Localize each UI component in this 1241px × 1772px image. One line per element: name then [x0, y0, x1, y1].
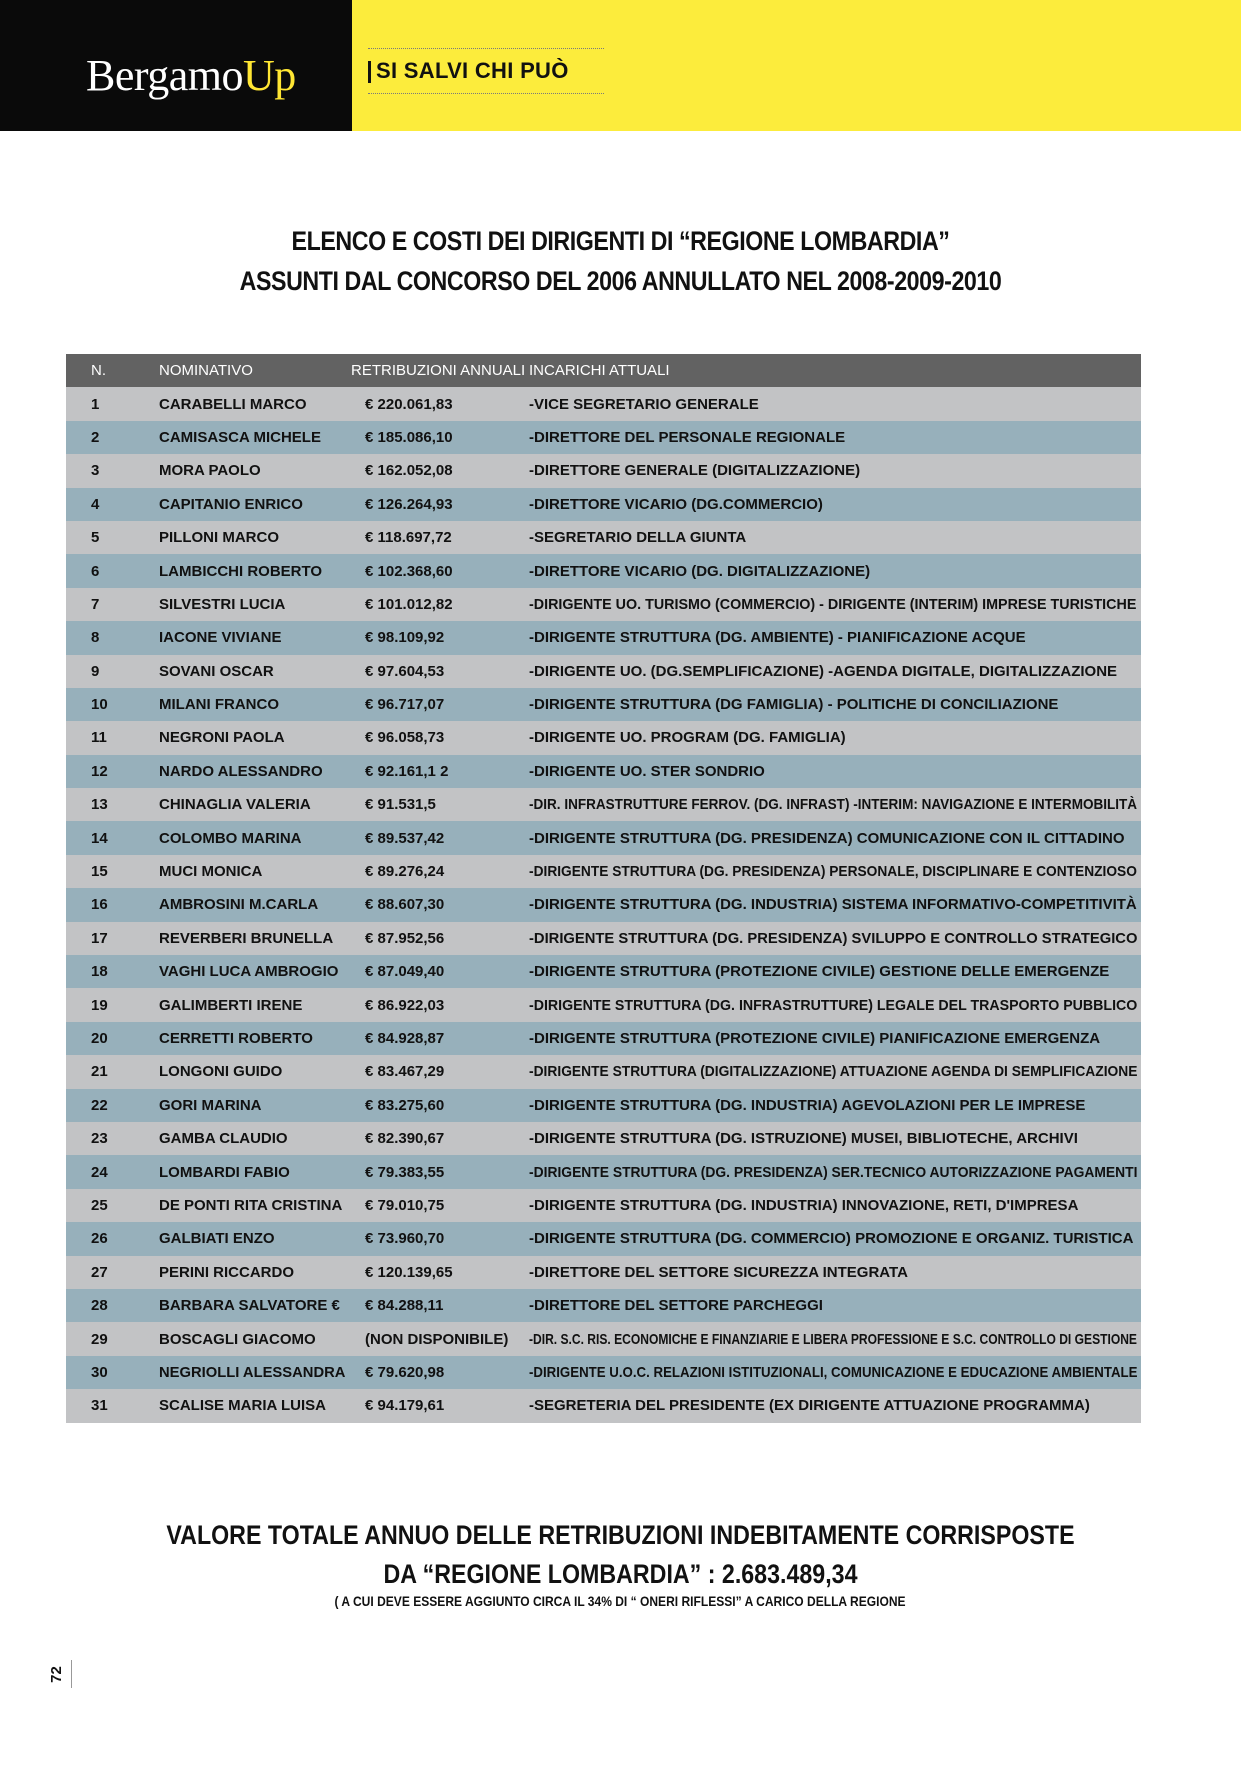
cell-role-text: -DIRIGENTE STRUTTURA (DIGITALIZZAZIONE) ATTUAZIONE AGENDA DI SEMPLIFICAZIONE	[529, 1063, 1138, 1081]
cell-number	[66, 1322, 159, 1355]
cell-number	[66, 1289, 159, 1322]
cell-salary-text: € 87.049,40	[365, 963, 445, 981]
cell-role-text: -DIRETTORE DEL SETTORE PARCHEGGI	[529, 1297, 823, 1315]
cell-role	[527, 721, 1141, 754]
cell-salary-text: € 96.717,07	[365, 696, 445, 714]
cell-role	[527, 1055, 1141, 1088]
cell-role	[527, 488, 1141, 521]
table-row	[66, 488, 1141, 521]
cell-name	[159, 1122, 351, 1155]
cell-number	[66, 1155, 159, 1188]
cell-role	[527, 922, 1141, 955]
cell-salary	[351, 688, 527, 721]
cell-name	[159, 1155, 351, 1188]
cell-salary-text: € 97.604,53	[365, 662, 445, 680]
cell-name	[159, 888, 351, 921]
cell-name	[159, 1055, 351, 1088]
table-row	[66, 387, 1141, 420]
cell-salary-text: € 84.288,11	[365, 1297, 444, 1315]
cell-salary-text: € 162.052,08	[365, 462, 453, 480]
table-row	[66, 1122, 1141, 1155]
cell-role	[527, 755, 1141, 788]
cell-role	[527, 955, 1141, 988]
cell-name	[159, 387, 351, 420]
cell-name-text: CAMISASCA MICHELE	[159, 428, 321, 446]
cell-name	[159, 521, 351, 554]
total-line1: VALORE TOTALE ANNUO DELLE RETRIBUZIONI INDEBITAMENTE CORRISPOSTE	[166, 1520, 1075, 1550]
cell-salary	[351, 988, 527, 1021]
cell-salary-text: € 84.928,87	[365, 1030, 445, 1047]
cell-salary-text: € 88.607,30	[365, 896, 445, 914]
cell-number	[66, 1089, 159, 1122]
cell-salary-text: € 185.086,10	[365, 428, 453, 446]
cell-role-text: -DIRETTORE VICARIO (DG. DIGITALIZZAZIONE)	[529, 562, 871, 580]
cell-salary	[351, 721, 527, 754]
column-header-salary: RETRIBUZIONI ANNUALI	[351, 354, 527, 387]
cell-role-text: -DIRIGENTE UO. TURISMO (COMMERCIO) - DIRIGENTE (INTERIM) IMPRESE TURISTICHE	[529, 595, 1137, 613]
cell-role-text: -DIRIGENTE U.O.C. RELAZIONI ISTITUZIONALI, COMUNICAZIONE E EDUCAZIONE AMBIENTALE	[529, 1363, 1138, 1381]
cell-number	[66, 454, 159, 487]
cell-role	[527, 1022, 1141, 1055]
cell-name	[159, 1389, 351, 1422]
cell-salary	[351, 588, 527, 621]
cell-role-text: -DIRIGENTE STRUTTURA (DG. INDUSTRIA) INNOVAZIONE, RETI, D'IMPRESA	[529, 1196, 1079, 1214]
section-tag-bar	[368, 61, 371, 83]
cell-role-text: -DIRIGENTE STRUTTURA (PROTEZIONE CIVILE) GESTIONE DELLE EMERGENZE	[529, 963, 1110, 981]
cell-salary-text: € 89.537,42	[365, 829, 445, 847]
column-header-number: N.	[66, 354, 159, 387]
cell-name-text: PILLONI MARCO	[159, 529, 279, 547]
cell-role	[527, 1122, 1141, 1155]
cell-role-text: -DIRIGENTE STRUTTURA (DG. INDUSTRIA) SISTEMA INFORMATIVO-COMPETITIVITÀ	[529, 896, 1137, 914]
cell-name	[159, 588, 351, 621]
cell-name	[159, 1356, 351, 1389]
cell-name-text: IACONE VIVIANE	[159, 629, 282, 647]
cell-role-text: -DIRETTORE DEL SETTORE SICUREZZA INTEGRATA	[529, 1263, 908, 1281]
cell-salary	[351, 855, 527, 888]
cell-number-text: 26	[91, 1230, 108, 1248]
cell-role	[527, 554, 1141, 587]
cell-salary-text: € 96.058,73	[365, 729, 445, 747]
cell-number	[66, 755, 159, 788]
cell-role	[527, 621, 1141, 654]
cell-name	[159, 1022, 351, 1055]
cell-salary	[351, 788, 527, 821]
cell-name	[159, 1289, 351, 1322]
cell-salary	[351, 821, 527, 854]
cell-name-text: VAGHI LUCA AMBROGIO	[159, 963, 339, 981]
table-row	[66, 1189, 1141, 1222]
table-row	[66, 688, 1141, 721]
cell-number-text: 18	[91, 963, 108, 981]
cell-salary-text: € 73.960,70	[365, 1230, 445, 1248]
cell-salary-text: € 83.275,60	[365, 1096, 445, 1114]
cell-role	[527, 1256, 1141, 1289]
table-row	[66, 955, 1141, 988]
section-title: SI SALVI CHI PUÒ	[376, 58, 569, 83]
cell-number-text: 16	[91, 896, 108, 914]
cell-role-text: -DIRIGENTE UO. (DG.SEMPLIFICAZIONE) -AGENDA DIGITALE, DIGITALIZZAZIONE	[529, 662, 1118, 680]
cell-role	[527, 688, 1141, 721]
cell-role	[527, 454, 1141, 487]
cell-salary	[351, 655, 527, 688]
page-number: 72	[47, 1666, 65, 1683]
cell-role	[527, 988, 1141, 1021]
cell-number	[66, 421, 159, 454]
cell-role-text: -DIRIGENTE STRUTTURA (DG. COMMERCIO) PROMOZIONE E ORGANIZ. TURISTICA	[529, 1230, 1134, 1248]
table-row	[66, 1256, 1141, 1289]
page-title-line1: ELENCO E COSTI DEI DIRIGENTI DI “REGIONE LOMBARDIA”	[291, 226, 950, 256]
cell-role-text: -SEGRETERIA DEL PRESIDENTE (EX DIRIGENTE ATTUAZIONE PROGRAMMA)	[529, 1397, 1090, 1415]
cell-name-text: BARBARA SALVATORE €	[159, 1297, 340, 1315]
cell-number-text: 22	[91, 1096, 108, 1114]
cell-salary	[351, 1089, 527, 1122]
cell-role	[527, 1322, 1141, 1355]
table-row	[66, 721, 1141, 754]
table-row	[66, 655, 1141, 688]
cell-number	[66, 955, 159, 988]
cell-name	[159, 955, 351, 988]
cell-name-text: MORA PAOLO	[159, 462, 261, 480]
cell-name-text: NARDO ALESSANDRO	[159, 762, 323, 780]
total-line2: DA “REGIONE LOMBARDIA” : 2.683.489,34	[383, 1559, 858, 1589]
cell-number	[66, 988, 159, 1021]
page-title	[0, 221, 1241, 301]
cell-number	[66, 1122, 159, 1155]
cell-name	[159, 655, 351, 688]
cell-number-text: 23	[91, 1130, 108, 1148]
cell-role-text: -DIRIGENTE STRUTTURA (DG. PRESIDENZA) COMUNICAZIONE CON IL CITTADINO	[529, 829, 1125, 847]
cell-number-text: 19	[91, 996, 108, 1014]
cell-number	[66, 1022, 159, 1055]
cell-number	[66, 688, 159, 721]
cell-number-text: 13	[91, 796, 108, 814]
cell-number	[66, 788, 159, 821]
cell-number-text: 24	[91, 1163, 108, 1181]
table-row	[66, 755, 1141, 788]
cell-salary-text: € 87.952,56	[365, 929, 445, 947]
table-row	[66, 554, 1141, 587]
cell-name-text: NEGRONI PAOLA	[159, 729, 285, 747]
cell-name	[159, 788, 351, 821]
cell-number-text: 30	[91, 1363, 108, 1381]
cell-number	[66, 488, 159, 521]
cell-salary-text: € 94.179,61	[365, 1397, 445, 1415]
cell-number-text: 5	[91, 529, 100, 547]
cell-role-text: -DIRIGENTE STRUTTURA (DG. INDUSTRIA) AGEVOLAZIONI PER LE IMPRESE	[529, 1096, 1086, 1114]
cell-role	[527, 1089, 1141, 1122]
cell-name-text: SOVANI OSCAR	[159, 662, 274, 680]
cell-name	[159, 1222, 351, 1255]
total-summary	[0, 1516, 1241, 1594]
cell-number	[66, 1256, 159, 1289]
table-row	[66, 1055, 1141, 1088]
cell-number	[66, 821, 159, 854]
cell-role-text: -DIRETTORE DEL PERSONALE REGIONALE	[529, 428, 846, 446]
cell-salary-text: € 102.368,60	[365, 562, 453, 580]
cell-name-text: REVERBERI BRUNELLA	[159, 929, 334, 947]
cell-role	[527, 521, 1141, 554]
cell-number	[66, 721, 159, 754]
cell-number	[66, 588, 159, 621]
table-row	[66, 821, 1141, 854]
cell-salary-text: € 126.264,93	[365, 495, 453, 513]
cell-name-text: AMBROSINI M.CARLA	[159, 896, 319, 914]
cell-salary	[351, 755, 527, 788]
cell-role-text: -DIRIGENTE UO. STER SONDRIO	[529, 762, 765, 780]
cell-number	[66, 1356, 159, 1389]
cell-salary	[351, 955, 527, 988]
cell-name	[159, 922, 351, 955]
cell-name	[159, 721, 351, 754]
cell-salary-text: € 79.620,98	[365, 1363, 445, 1381]
page-number-box	[44, 1660, 72, 1688]
cell-salary	[351, 1389, 527, 1422]
cell-salary	[351, 1189, 527, 1222]
cell-role	[527, 1356, 1141, 1389]
cell-name-text: GORI MARINA	[159, 1096, 262, 1114]
cell-salary-text: € 91.531,5	[365, 796, 436, 814]
managers-table	[66, 354, 1141, 1423]
table-header-row	[66, 354, 1141, 387]
page-title-line2: ASSUNTI DAL CONCORSO DEL 2006 ANNULLATO NEL 2008-2009-2010	[239, 266, 1002, 296]
cell-name	[159, 488, 351, 521]
cell-name	[159, 755, 351, 788]
total-note: ( A CUI DEVE ESSERE AGGIUNTO CIRCA IL 34% DI “ ONERI RIFLESSI” A CARICO DELLA REGIONE	[334, 1593, 907, 1609]
cell-role	[527, 821, 1141, 854]
cell-name	[159, 621, 351, 654]
cell-number-text: 29	[91, 1330, 108, 1348]
cell-name-text: CERRETTI ROBERTO	[159, 1030, 313, 1047]
cell-salary-text: € 118.697,72	[365, 529, 452, 547]
cell-salary	[351, 1256, 527, 1289]
table-row	[66, 788, 1141, 821]
cell-number-text: 11	[91, 729, 107, 747]
cell-salary	[351, 454, 527, 487]
cell-number-text: 7	[91, 595, 100, 613]
table-row	[66, 1222, 1141, 1255]
cell-salary	[351, 1322, 527, 1355]
cell-role-text: -DIR. INFRASTRUTTURE FERROV. (DG. INFRAST) -INTERIM: NAVIGAZIONE E INTERMOBILITÀ	[529, 796, 1138, 814]
cell-name	[159, 988, 351, 1021]
cell-number	[66, 655, 159, 688]
cell-role	[527, 888, 1141, 921]
cell-role-text: -VICE SEGRETARIO GENERALE	[529, 395, 759, 413]
cell-salary-text: € 82.390,67	[365, 1130, 445, 1148]
cell-number-text: 12	[91, 762, 108, 780]
cell-salary-text: € 89.276,24	[365, 863, 445, 881]
cell-salary-text: € 79.010,75	[365, 1196, 445, 1214]
cell-role-text: -DIRIGENTE STRUTTURA (DG. PRESIDENZA) SER.TECNICO AUTORIZZAZIONE PAGAMENTI	[529, 1163, 1138, 1181]
brand-logo: BergamoUp	[86, 51, 296, 100]
cell-number-text: 17	[91, 929, 108, 947]
cell-role	[527, 387, 1141, 420]
cell-name	[159, 688, 351, 721]
table-row	[66, 922, 1141, 955]
cell-number	[66, 1222, 159, 1255]
cell-number-text: 14	[91, 829, 108, 847]
cell-salary	[351, 554, 527, 587]
column-header-name: NOMINATIVO	[159, 354, 351, 387]
cell-role-text: -DIRIGENTE STRUTTURA (DG. AMBIENTE) - PIANIFICAZIONE ACQUE	[529, 629, 1026, 647]
cell-name-text: LAMBICCHI ROBERTO	[159, 562, 323, 580]
cell-number-text: 28	[91, 1297, 108, 1315]
cell-number-text: 6	[91, 562, 100, 580]
cell-salary-text: € 220.061,83	[365, 395, 453, 413]
cell-salary	[351, 1055, 527, 1088]
table-row	[66, 1289, 1141, 1322]
cell-number-text: 21	[91, 1063, 108, 1081]
cell-salary	[351, 488, 527, 521]
cell-name-text: CAPITANIO ENRICO	[159, 495, 303, 513]
cell-number-text: 8	[91, 629, 100, 647]
table-row	[66, 521, 1141, 554]
cell-role	[527, 1289, 1141, 1322]
cell-salary	[351, 1222, 527, 1255]
cell-name-text: NEGRIOLLI ALESSANDRA	[159, 1363, 346, 1381]
cell-salary-text: € 79.383,55	[365, 1163, 445, 1181]
cell-role	[527, 1222, 1141, 1255]
cell-name-text: DE PONTI RITA CRISTINA	[159, 1196, 343, 1214]
cell-salary	[351, 1356, 527, 1389]
cell-name	[159, 554, 351, 587]
cell-number	[66, 922, 159, 955]
cell-salary-text: € 101.012,82	[365, 595, 453, 613]
cell-salary	[351, 922, 527, 955]
cell-salary-text: (NON DISPONIBILE)	[365, 1330, 509, 1348]
cell-number-text: 27	[91, 1263, 108, 1281]
cell-number-text: 31	[91, 1397, 108, 1415]
cell-role	[527, 588, 1141, 621]
cell-role	[527, 421, 1141, 454]
cell-name	[159, 1189, 351, 1222]
cell-name	[159, 1256, 351, 1289]
cell-number-text: 1	[91, 395, 100, 413]
cell-salary	[351, 1289, 527, 1322]
cell-name-text: MILANI FRANCO	[159, 696, 279, 714]
cell-salary-text: € 83.467,29	[365, 1063, 445, 1081]
cell-number	[66, 554, 159, 587]
cell-role-text: -SEGRETARIO DELLA GIUNTA	[529, 529, 747, 547]
cell-number	[66, 521, 159, 554]
cell-salary	[351, 1022, 527, 1055]
cell-name	[159, 421, 351, 454]
cell-name	[159, 855, 351, 888]
cell-role-text: -DIRIGENTE STRUTTURA (DG. PRESIDENZA) SVILUPPO E CONTROLLO STRATEGICO	[529, 929, 1138, 947]
cell-number-text: 9	[91, 662, 100, 680]
cell-number	[66, 387, 159, 420]
cell-salary	[351, 521, 527, 554]
cell-number	[66, 888, 159, 921]
cell-number	[66, 1055, 159, 1088]
cell-name-text: GALIMBERTI IRENE	[159, 996, 303, 1014]
cell-number-text: 25	[91, 1196, 108, 1214]
cell-name-text: LOMBARDI FABIO	[159, 1163, 290, 1181]
cell-salary	[351, 621, 527, 654]
cell-name	[159, 821, 351, 854]
cell-name-text: PERINI RICCARDO	[159, 1263, 295, 1281]
table-row	[66, 421, 1141, 454]
table-row	[66, 1389, 1141, 1422]
cell-salary	[351, 1155, 527, 1188]
cell-role-text: -DIRIGENTE STRUTTURA (DG FAMIGLIA) - POLITICHE DI CONCILIAZIONE	[529, 696, 1059, 714]
table-row	[66, 1089, 1141, 1122]
cell-salary-text: € 86.922,03	[365, 996, 445, 1014]
cell-name	[159, 454, 351, 487]
cell-role	[527, 788, 1141, 821]
table-row	[66, 1022, 1141, 1055]
cell-number	[66, 1389, 159, 1422]
table-row	[66, 1356, 1141, 1389]
cell-name-text: BOSCAGLI GIACOMO	[159, 1330, 316, 1348]
cell-salary	[351, 888, 527, 921]
cell-role-text: -DIR. S.C. RIS. ECONOMICHE E FINANZIARIE E LIBERA PROFESSIONE E S.C. CONTROLLO DI GESTIONE	[529, 1330, 1137, 1348]
cell-role-text: -DIRETTORE GENERALE (DIGITALIZZAZIONE)	[529, 462, 861, 480]
cell-name-text: COLOMBO MARINA	[159, 829, 302, 847]
cell-number-text: 4	[91, 495, 100, 513]
table-row	[66, 588, 1141, 621]
cell-number	[66, 855, 159, 888]
cell-name	[159, 1322, 351, 1355]
cell-name-text: SILVESTRI LUCIA	[159, 595, 286, 613]
cell-number-text: 3	[91, 462, 100, 480]
cell-number-text: 10	[91, 696, 108, 714]
cell-name-text: GALBIATI ENZO	[159, 1230, 275, 1248]
cell-number	[66, 1189, 159, 1222]
cell-name-text: MUCI MONICA	[159, 863, 263, 881]
cell-salary	[351, 421, 527, 454]
cell-salary-text: € 98.109,92	[365, 629, 445, 647]
cell-name	[159, 1089, 351, 1122]
column-header-role: INCARICHI ATTUALI	[527, 354, 1141, 387]
cell-salary	[351, 387, 527, 420]
cell-role	[527, 1155, 1141, 1188]
cell-role	[527, 855, 1141, 888]
cell-salary	[351, 1122, 527, 1155]
cell-role	[527, 1189, 1141, 1222]
cell-role-text: -DIRIGENTE STRUTTURA (PROTEZIONE CIVILE) PIANIFICAZIONE EMERGENZA	[529, 1030, 1101, 1047]
cell-number-text: 20	[91, 1030, 108, 1047]
cell-role-text: -DIRIGENTE STRUTTURA (DG. PRESIDENZA) PERSONALE, DISCIPLINARE E CONTENZIOSO	[529, 863, 1137, 881]
cell-name-text: LONGONI GUIDO	[159, 1063, 283, 1081]
cell-number-text: 2	[91, 428, 100, 446]
table-row	[66, 988, 1141, 1021]
cell-name-text: SCALISE MARIA LUISA	[159, 1397, 326, 1415]
cell-number-text: 15	[91, 863, 108, 881]
table-row	[66, 621, 1141, 654]
cell-number	[66, 621, 159, 654]
table-row	[66, 454, 1141, 487]
cell-role-text: -DIRIGENTE STRUTTURA (DG. INFRASTRUTTURE) LEGALE DEL TRASPORTO PUBBLICO	[529, 996, 1138, 1014]
cell-role	[527, 655, 1141, 688]
table-row	[66, 1155, 1141, 1188]
cell-salary-text: € 120.139,65	[365, 1263, 453, 1281]
cell-name-text: GAMBA CLAUDIO	[159, 1130, 288, 1148]
table-body	[66, 387, 1141, 1422]
cell-name-text: CARABELLI MARCO	[159, 395, 307, 413]
section-tag	[368, 48, 604, 94]
cell-salary-text: € 92.161,1 2	[365, 762, 449, 780]
cell-role-text: -DIRIGENTE UO. PROGRAM (DG. FAMIGLIA)	[529, 729, 846, 747]
table-row	[66, 888, 1141, 921]
table-row	[66, 1322, 1141, 1355]
cell-role	[527, 1389, 1141, 1422]
table-row	[66, 855, 1141, 888]
cell-name-text: CHINAGLIA VALERIA	[159, 796, 311, 814]
cell-role-text: -DIRETTORE VICARIO (DG.COMMERCIO)	[529, 495, 823, 513]
cell-role-text: -DIRIGENTE STRUTTURA (DG. ISTRUZIONE) MUSEI, BIBLIOTECHE, ARCHIVI	[529, 1130, 1078, 1148]
